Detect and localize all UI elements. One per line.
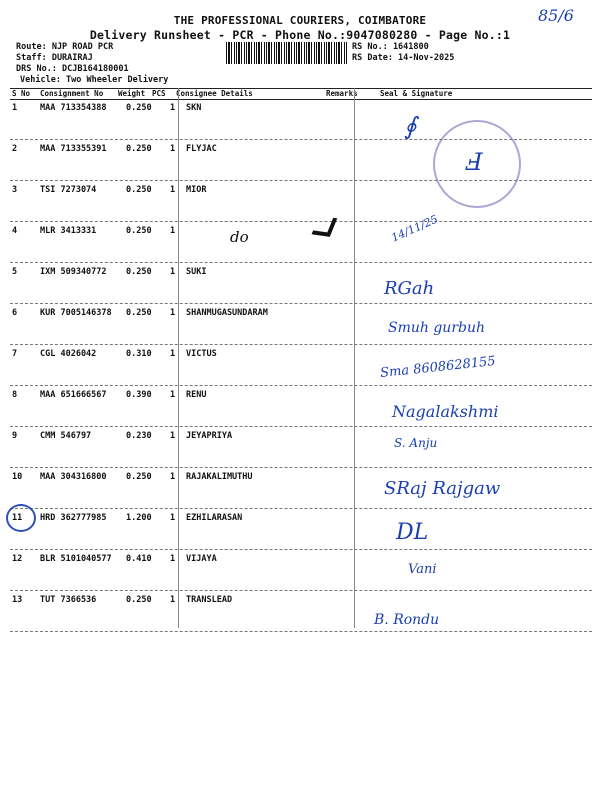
row9-signature: S. Anju [394, 436, 438, 450]
row-weight: 1.200 [126, 513, 152, 523]
row-sno: 12 [12, 554, 23, 564]
row-weight: 0.230 [126, 431, 152, 441]
row-pcs: 1 [170, 103, 176, 113]
row-consignment-no: MAA 304316800 [40, 472, 107, 482]
row-consignee: SUKI [186, 267, 207, 277]
row-pcs: 1 [170, 267, 176, 277]
row-consignee: EZHILARASAN [186, 513, 243, 523]
row-consignee: RAJAKALIMUTHU [186, 472, 253, 482]
row-consignee: VIJAYA [186, 554, 217, 564]
row-sno: 1 [12, 103, 18, 113]
row-sno: 8 [12, 390, 18, 400]
table-row [10, 509, 592, 550]
row-consignment-no: HRD 362777985 [40, 513, 107, 523]
table-row [10, 222, 592, 263]
runsheet-subtitle: Delivery Runsheet - PCR - Phone No.:9047080280 - Page No.:1 [89, 28, 511, 42]
route-label: Route: NJP ROAD PCR [16, 42, 114, 52]
row-weight: 0.250 [126, 472, 152, 482]
row-sno: 13 [12, 595, 23, 605]
row-pcs: 1 [170, 554, 176, 564]
corner-note: 85/6 [538, 6, 574, 25]
row-sno: 10 [12, 472, 23, 482]
vehicle-label: Vehicle: Two Wheeler Delivery [20, 75, 169, 85]
row6-signature: Smuh gurbuh [388, 320, 486, 336]
table-row [10, 468, 592, 509]
row-consignee: RENU [186, 390, 207, 400]
row-pcs: 1 [170, 513, 176, 523]
row-consignment-no: KUR 7005146378 [40, 308, 112, 318]
row-weight: 0.250 [126, 267, 152, 277]
col-pcs: PCS [152, 89, 166, 98]
row-sno: 7 [12, 349, 18, 359]
table-row [10, 386, 592, 427]
row-consignee: JEYAPRIYA [186, 431, 233, 441]
row-consignment-no: MAA 651666567 [40, 390, 107, 400]
row-consignee: SHANMUGASUNDARAM [186, 308, 268, 318]
row-pcs: 1 [170, 472, 176, 482]
row10-signature: SRaj Rajgaw [384, 478, 501, 499]
col-consignee: Consignee Details [176, 89, 253, 98]
col-weight: Weight [118, 89, 146, 98]
row-sno: 2 [12, 144, 18, 154]
rs-date: RS Date: 14-Nov-2025 [352, 53, 455, 63]
row-consignment-no: MLR 3413331 [40, 226, 97, 236]
row-pcs: 1 [170, 595, 176, 605]
row-divider [10, 631, 592, 632]
col-remarks: Remarks [326, 89, 358, 98]
row2-signature: Ⅎ [466, 148, 483, 176]
row-consignment-no: MAA 713355391 [40, 144, 107, 154]
row-consignee: VICTUS [186, 349, 217, 359]
row-consignment-no: BLR 5101040577 [40, 554, 112, 564]
row11-signature: DL [396, 520, 429, 545]
row-weight: 0.250 [126, 308, 152, 318]
table-row [10, 427, 592, 468]
row-pcs: 1 [170, 431, 176, 441]
col-sno: S No [12, 89, 31, 98]
row-weight: 0.250 [126, 595, 152, 605]
row13-signature: B. Rondu [374, 612, 440, 628]
row4-tick-mark: ⌟ [307, 176, 344, 248]
row-weight: 0.250 [126, 103, 152, 113]
row-pcs: 1 [170, 226, 176, 236]
row1-signature: ∮ [404, 112, 417, 140]
row-consignee: MIOR [186, 185, 207, 195]
drs-label: DRS No.: DCJB164180001 [16, 64, 129, 74]
table-row [10, 263, 592, 304]
row-consignment-no: IXM 509340772 [40, 267, 107, 277]
table-row [10, 345, 592, 386]
row-sno: 3 [12, 185, 18, 195]
row-weight: 0.250 [126, 185, 152, 195]
row-sno: 4 [12, 226, 18, 236]
row-sno: 6 [12, 308, 18, 318]
row12-signature: Vani [408, 562, 437, 577]
row8-signature: Nagalakshmi [392, 402, 499, 421]
rs-number: RS No.: 1641800 [352, 42, 429, 52]
row-consignee: SKN [186, 103, 202, 113]
row-consignment-no: MAA 713354388 [40, 103, 107, 113]
row7-signature: Sma 8608628155 [379, 353, 497, 382]
col-seal: Seal & Signature [380, 89, 453, 98]
row-consignment-no: TUT 7366536 [40, 595, 97, 605]
row-consignee: TRANSLEAD [186, 595, 233, 605]
row-weight: 0.310 [126, 349, 152, 359]
barcode-image [226, 42, 348, 64]
row-sno: 9 [12, 431, 18, 441]
table-row [10, 591, 592, 632]
row-weight: 0.250 [126, 226, 152, 236]
row4-signature: 14/11/25 [389, 212, 440, 245]
row-weight: 0.250 [126, 144, 152, 154]
col-consignment: Consignment No [40, 89, 104, 98]
row-pcs: 1 [170, 144, 176, 154]
row-pcs: 1 [170, 308, 176, 318]
table-row [10, 304, 592, 345]
row-consignee: FLYJAC [186, 144, 217, 154]
row4-consignee-handwriting: do [230, 228, 249, 246]
row-weight: 0.410 [126, 554, 152, 564]
row-sno: 11 [12, 513, 23, 523]
row-pcs: 1 [170, 185, 176, 195]
row-consignment-no: CMM 546797 [40, 431, 92, 441]
company-title: THE PROFESSIONAL COURIERS, COIMBATORE [173, 14, 427, 27]
row-consignment-no: TSI 7273074 [40, 185, 97, 195]
row-sno: 5 [12, 267, 18, 277]
row-consignment-no: CGL 4026042 [40, 349, 97, 359]
row11-circle-mark [6, 504, 36, 532]
row-weight: 0.390 [126, 390, 152, 400]
row-pcs: 1 [170, 349, 176, 359]
staff-label: Staff: DURAIRAJ [16, 53, 93, 63]
row5-signature: RGah [384, 278, 435, 299]
table-row [10, 550, 592, 591]
row-pcs: 1 [170, 390, 176, 400]
